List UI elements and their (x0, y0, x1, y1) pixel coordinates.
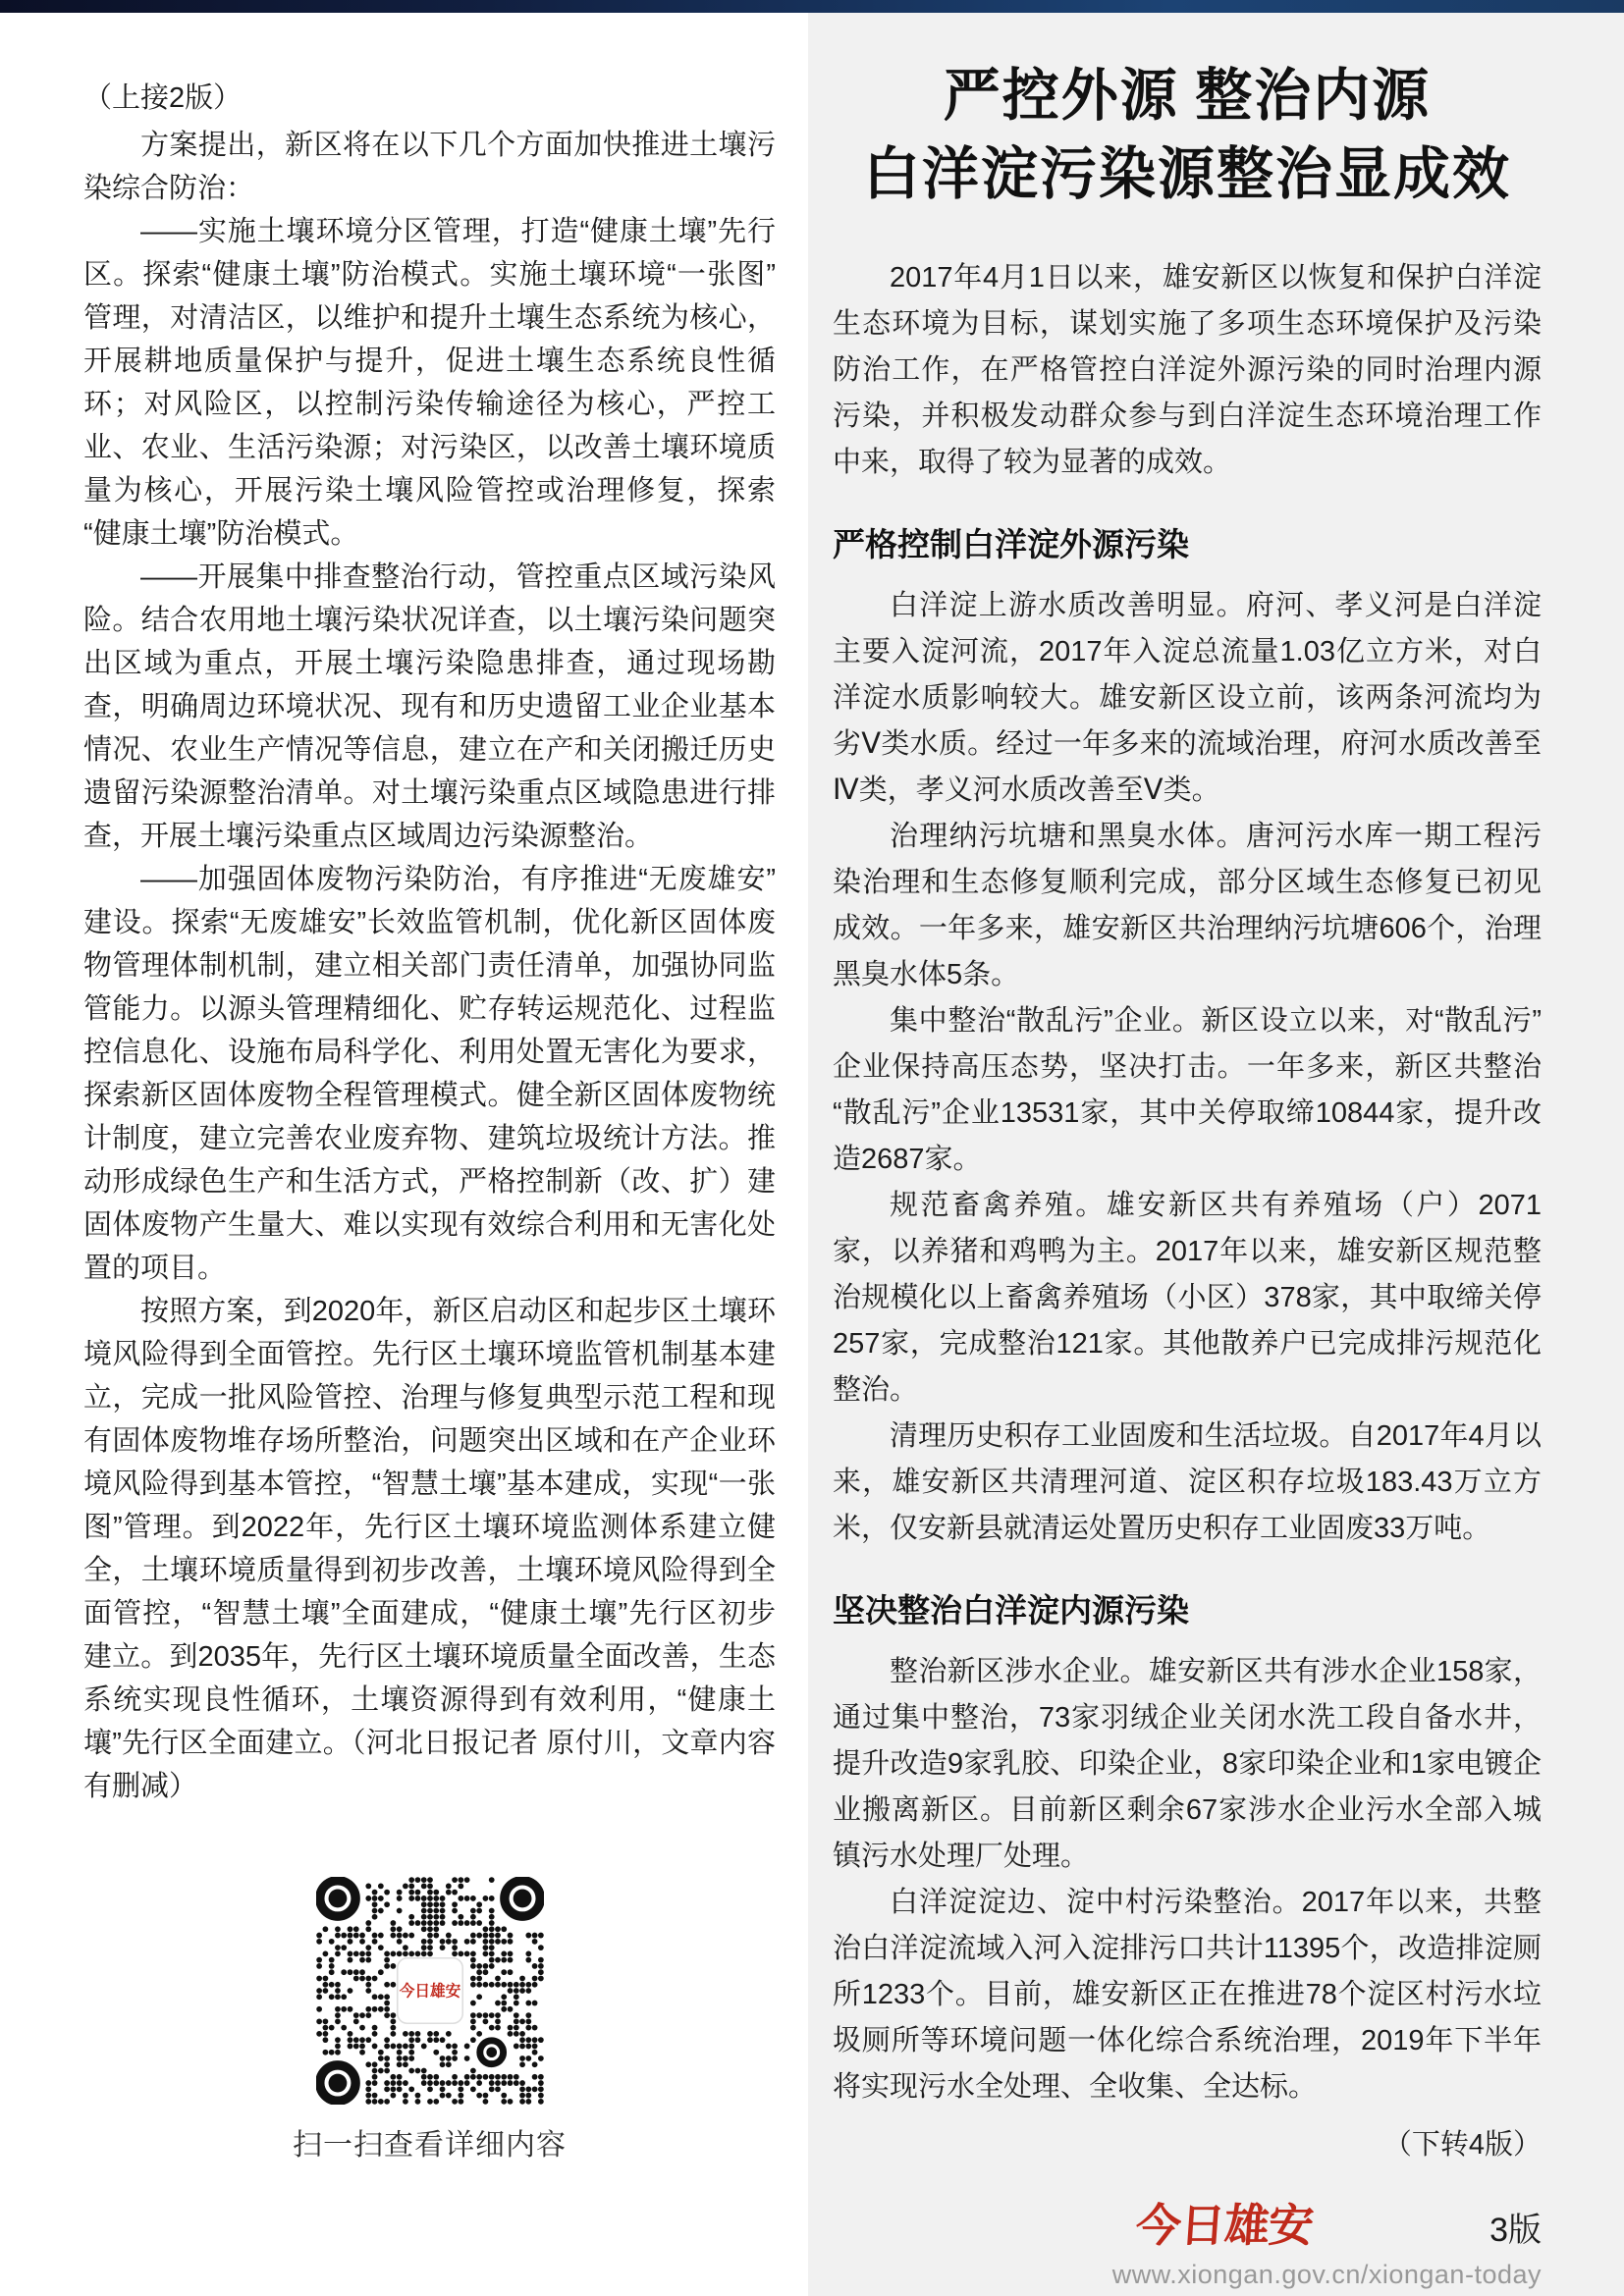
qr-code-icon (316, 1877, 544, 2105)
article-paragraph: ——加强固体废物污染防治，有序推进“无废雄安”建设。探索“无废雄安”长效监管机制，优化新区固体废物管理体制机制，建立相关部门责任清单，加强协同监管能力。以源头管理精细化、贮存转运规范化、过程监控信息化、设施布局科学化、利用处置无害化为要求，探索新区固体废物全程管理模式。健全新区固体废物统计制度，建立完善农业废弃物、建筑垃圾统计方法。推动形成绿色生产和生活方式，严格控制新（改、扩）建固体废物产生量大、难以实现有效综合利用和无害化处置的项目。 (83, 864, 776, 1284)
section-body-internal-pollution (833, 1649, 1542, 2110)
article-paragraph: 规范畜禽养殖。雄安新区共有养殖场（户）2071家，以养猪和鸡鸭为主。2017年以来，雄安新区规范整治规模化以上畜禽养殖场（小区）378家，其中取缔关停257家，完成整治121家。其他散养户已完成排污规范化整治。 (833, 1190, 1542, 1406)
site-url: www.xiongan.gov.cn/xiongan-today (1111, 2260, 1542, 2289)
section-body-external-pollution (833, 583, 1542, 1552)
footer-row (833, 2198, 1542, 2258)
article-paragraph: 集中整治“散乱污”企业。新区设立以来，对“散乱污”企业保持高压态势，坚决打击。一年多来，新区共整治“散乱污”企业13531家，其中关停取缔10844家，提升改造2687家。 (833, 1005, 1542, 1175)
article-paragraph: 白洋淀淀边、淀中村污染整治。2017年以来，共整治白洋淀流域入河入淀排污口共计11395个，改造排淀厕所1233个。目前，雄安新区正在推进78个淀区村污水垃圾厕所等环境问题一体化综合系统治理，2019年下半年将实现污水全处理、全收集、全达标。 (833, 1887, 1542, 2103)
article-paragraph: 治理纳污坑塘和黑臭水体。唐河污水库一期工程污染治理和生态修复顺利完成，部分区域生态修复已初见成效。一年多来，雄安新区共治理纳污坑塘606个，治理黑臭水体5条。 (833, 821, 1542, 990)
article-paragraph: 整治新区涉水企业。雄安新区共有涉水企业158家，通过集中整治，73家羽绒企业关闭水洗工段自备水井，提升改造9家乳胶、印染企业，8家印染企业和1家电镀企业搬离新区。目前新区剩余67家涉水企业污水全部入城镇污水处理厂处理。 (833, 1656, 1542, 1872)
top-bar (0, 0, 1624, 13)
article-paragraph: 方案提出，新区将在以下几个方面加快推进土壤污染综合防治： (83, 130, 776, 204)
article-paragraph: ——开展集中排查整治行动，管控重点区域污染风险。结合农用地土壤污染状况详查，以土壤污染问题突出区域为重点，开展土壤污染隐患排查，通过现场勘查，明确周边环境状况、现有和历史遗留工业企业基本情况、农业生产情况等信息，建立在产和关闭搬迁历史遗留污染源整治清单。对土壤污染重点区域隐患进行排查，开展土壤污染重点区域周边污染源整治。 (83, 561, 776, 852)
headline-line-2: 白洋淀污染源整治显成效 (862, 142, 1511, 206)
article-paragraph: 白洋淀上游水质改善明显。府河、孝义河是白洋淀主要入淀河流，2017年入淀总流量1.03亿立方米，对白洋淀水质影响较大。雄安新区设立前，该两条河流均为劣Ⅴ类水质。经过一年多来的流域治理，府河水质改善至Ⅳ类，孝义河水质改善至Ⅴ类。 (833, 590, 1542, 806)
panel-footer (833, 2198, 1542, 2290)
intro-paragraph: 2017年4月1日以来，雄安新区以恢复和保护白洋淀生态环境为目标，谋划实施了多项生态环境保护及污染防治工作，在严格管控白洋淀外源污染的同时治理内源污染，并积极发动群众参与到白洋淀生态环境治理工作中来，取得了较为显著的成效。 (833, 262, 1542, 478)
continued-from-tag: （上接2版） (83, 82, 243, 114)
left-column (83, 77, 776, 1808)
left-article-body (83, 124, 776, 1808)
article-paragraph: ——实施土壤环境分区管理，打造“健康土壤”先行区。探索“健康土壤”防治模式。实施土壤环境“一张图”管理，对清洁区，以维护和提升土壤生态系统为核心，开展耕地质量保护与提升，促进土壤生态系统良性循环；对风险区，以控制污染传输途径为核心，严控工业、农业、生活污染源；对污染区，以改善土壤环境质量为核心，开展污染土壤风险管控或治理修复，探索“健康土壤”防治模式。 (83, 216, 776, 550)
continued-to-tag: （下转4版） (1382, 2129, 1542, 2161)
qr-block (83, 1877, 776, 2163)
brand-logo: 今日雄安 (1134, 2199, 1315, 2252)
right-panel (808, 13, 1624, 2296)
section-heading-external-pollution: 严格控制白洋淀外源污染 (833, 526, 1189, 562)
article-headline (833, 57, 1542, 214)
qr-center-logo: 今日雄安 (399, 1983, 460, 2001)
article-paragraph: 按照方案，到2020年，新区启动区和起步区土壤环境风险得到全面管控。先行区土壤环境监管机制基本建立，完成一批风险管控、治理与修复典型示范工程和现有固体废物堆存场所整治，问题突出区域和在产企业环境风险得到基本管控，“智慧土壤”基本建成，实现“一张图”管理。到2022年，先行区土壤环境监测体系建立健全，土壤环境质量得到初步改善，土壤环境风险得到全面管控，“智慧土壤”全面建成，“健康土壤”先行区初步建立。到2035年，先行区土壤环境质量全面改善，生态系统实现良性循环，土壤资源得到有效利用，“健康土壤”先行区全面建立。（河北日报记者 原付川，文章内容有删减） (83, 1296, 776, 1802)
headline-line-1: 严控外源 整治内源 (943, 64, 1432, 128)
section-heading-internal-pollution: 坚决整治白洋淀内源污染 (833, 1592, 1189, 1629)
page-number: 3版 (1489, 2212, 1542, 2249)
article-paragraph: 清理历史积存工业固废和生活垃圾。自2017年4月以来，雄安新区共清理河道、淀区积存垃圾183.43万立方米，仅安新县就清运处置历史积存工业固废33万吨。 (833, 1420, 1542, 1544)
qr-caption: 扫一扫查看详细内容 (293, 2129, 567, 2162)
